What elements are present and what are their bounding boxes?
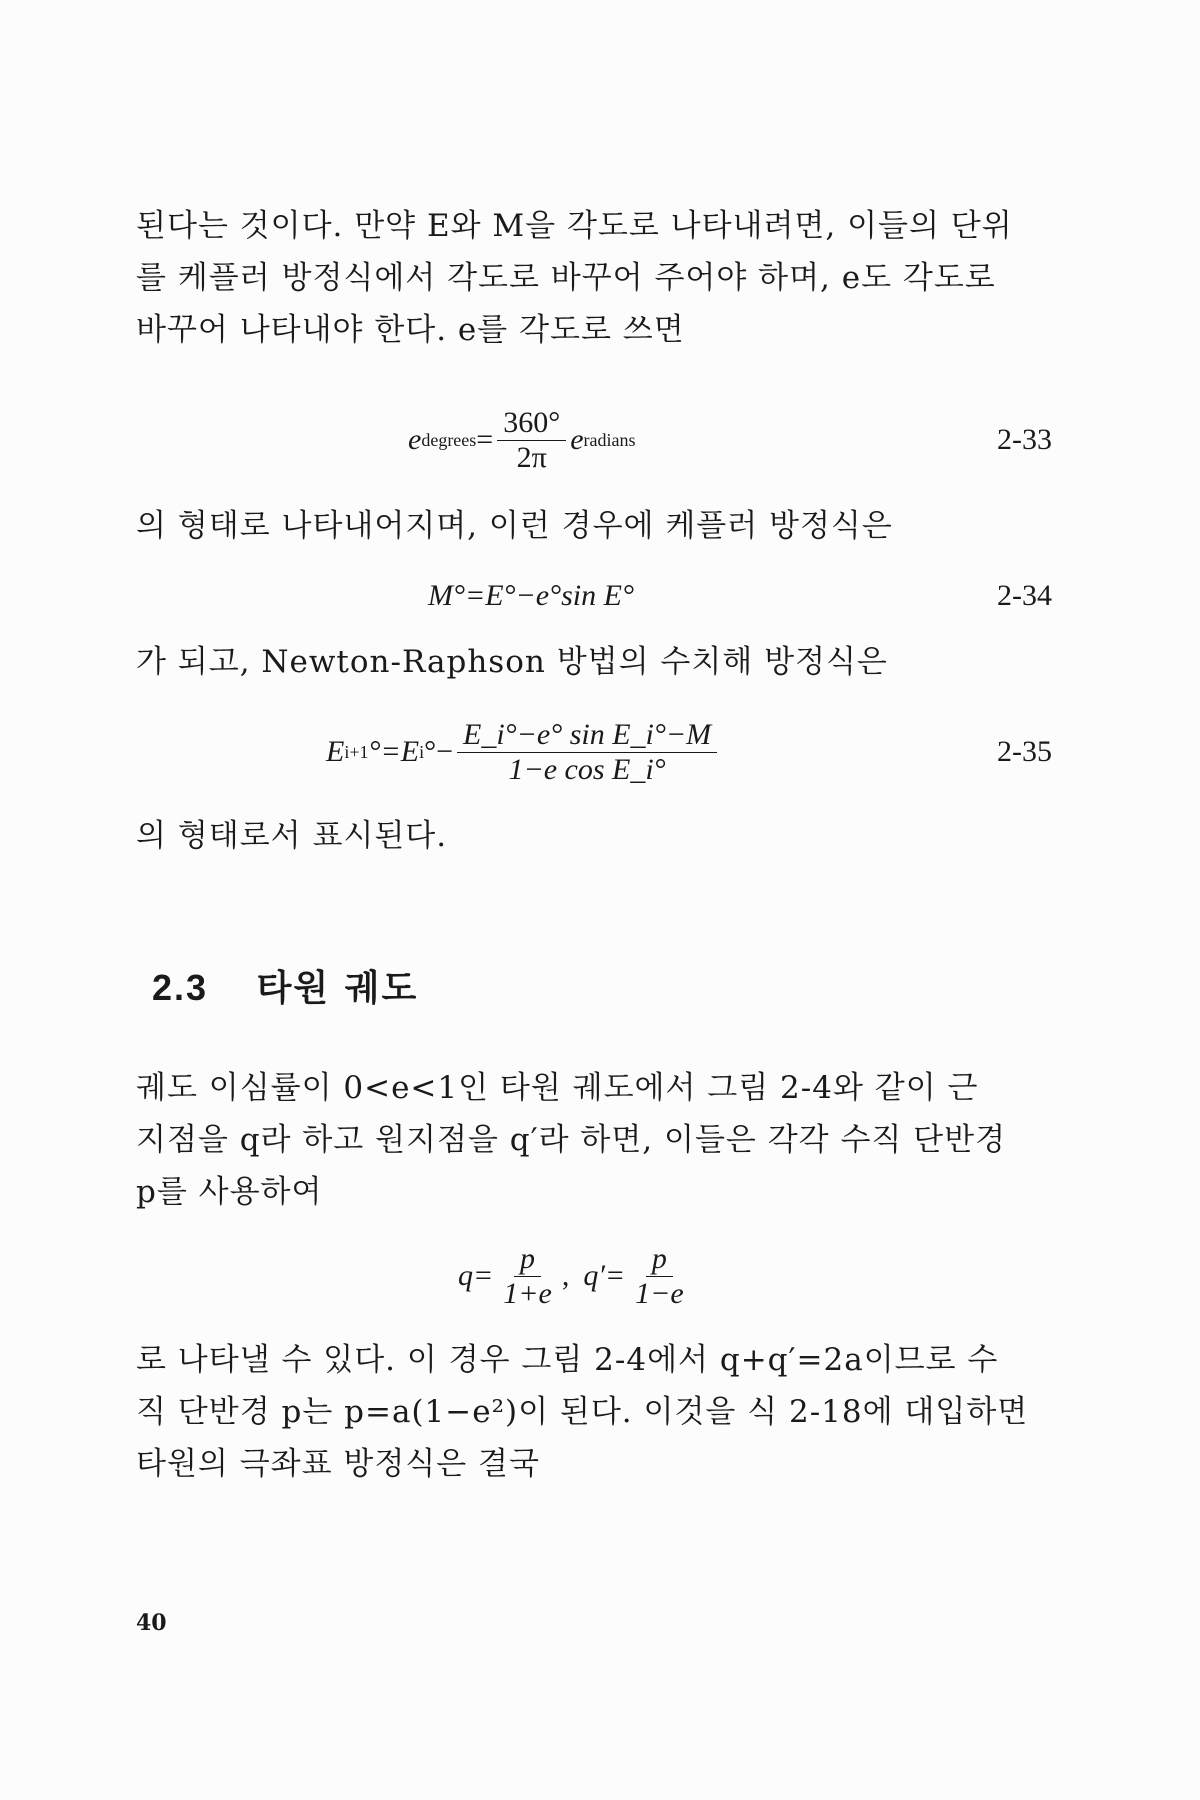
eq-mid-tail: °−	[424, 735, 453, 768]
paragraph-line: 궤도 이심률이 0<e<1인 타원 궤도에서 그림 2-4와 같이 근	[136, 1070, 979, 1106]
fraction-numerator: E_i°−e° sin E_i°−M	[457, 718, 717, 753]
paragraph-line: 의 형태로 나타내어지며, 이런 경우에 케플러 방정식은	[136, 508, 893, 544]
paragraph-line: 가 되고, Newton-Raphson 방법의 수치해 방정식은	[136, 644, 888, 680]
equation-number: 2-34	[997, 579, 1052, 612]
eq-sign: =	[476, 423, 494, 456]
eq-lhs-sub: degrees	[421, 429, 477, 450]
equation-2-34	[0, 556, 1200, 636]
paragraph-line: 의 형태로서 표시된다.	[136, 818, 448, 854]
fraction-denominator: 2π	[516, 440, 547, 474]
paragraph-line: 를 케플러 방정식에서 각도로 바꾸어 주어야 하며, e도 각도로	[136, 260, 996, 296]
section-title: 타원 궤도	[256, 967, 419, 1009]
eq-lhs: E	[326, 735, 345, 768]
eq-mid: °=E	[368, 735, 420, 768]
paragraph-6	[136, 1334, 1052, 1490]
paragraph-line: 직 단반경 p는 p=a(1−e²)이 된다. 이것을 식 2-18에 대입하면	[136, 1394, 1029, 1430]
fraction-denominator: 1−e cos E_i°	[508, 752, 666, 786]
eq-rhs: e	[570, 423, 584, 456]
equation-2-35	[0, 712, 1200, 792]
fraction-denominator: 1+e	[503, 1276, 552, 1310]
paragraph-line: 로 나타낼 수 있다. 이 경우 그림 2-4에서 q+q′=2a이므로 수	[136, 1342, 999, 1378]
equation-number: 2-35	[997, 735, 1052, 768]
eq-q-prime: q′=	[583, 1259, 626, 1292]
fraction	[497, 1242, 558, 1311]
eq-lhs-sub: i+1	[344, 741, 369, 762]
eq-rhs-sub: radians	[583, 429, 636, 450]
equation-number: 2-33	[997, 423, 1052, 456]
eq-lhs: e	[408, 423, 422, 456]
section-heading	[152, 960, 418, 1011]
paragraph-4	[136, 810, 1052, 862]
paragraph-line: 된다는 것이다. 만약 E와 M을 각도로 나타내려면, 이들의 단위	[136, 208, 1013, 244]
eq-separator: ,	[561, 1259, 570, 1292]
fraction-numerator: p	[514, 1242, 541, 1277]
page-number: 40	[136, 1610, 167, 1636]
equation-q	[0, 1236, 1200, 1316]
fraction-denominator: 1−e	[635, 1276, 684, 1310]
fraction-numerator: 360°	[497, 406, 566, 441]
paragraph-5	[136, 1062, 1052, 1218]
paragraph-1	[136, 200, 1052, 356]
paragraph-2	[136, 500, 1052, 552]
eq-text: M°=E°−e°sin E°	[428, 579, 634, 612]
paragraph-3	[136, 636, 1052, 688]
paragraph-line: 타원의 극좌표 방정식은 결국	[136, 1446, 540, 1482]
eq-mid-sub: i	[419, 741, 425, 762]
fraction-numerator: p	[646, 1242, 673, 1277]
fraction	[497, 406, 566, 475]
paragraph-line: 바꾸어 나타내야 한다. e를 각도로 쓰면	[136, 312, 685, 348]
paragraph-line: 지점을 q라 하고 원지점을 q′라 하면, 이들은 각각 수직 단반경	[136, 1122, 1007, 1158]
section-number: 2.3	[152, 967, 209, 1008]
equation-2-33	[0, 400, 1200, 480]
paragraph-line: p를 사용하여	[136, 1174, 323, 1210]
eq-q: q=	[458, 1259, 494, 1292]
fraction	[629, 1242, 690, 1311]
fraction	[457, 718, 717, 787]
